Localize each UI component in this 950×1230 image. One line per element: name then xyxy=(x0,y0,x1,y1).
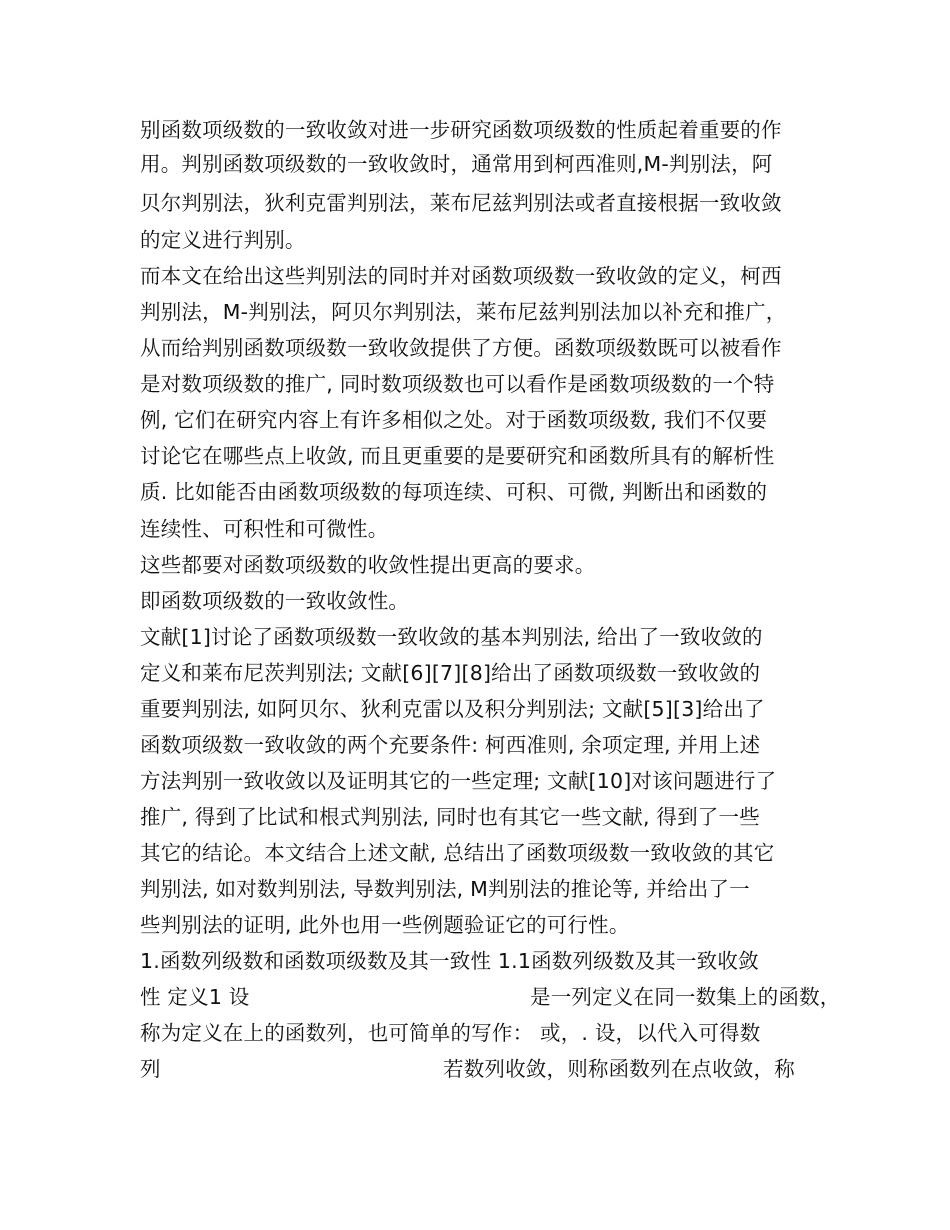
text-line-with-gap xyxy=(140,1052,820,1086)
text-line: 讨论它在哪些点上收敛, 而且更重要的是要研究和函数所具有的解析性 xyxy=(140,444,775,468)
text-segment-right: 是一列定义在同一数集上的函数， xyxy=(530,985,841,1009)
text-line: 例, 它们在研究内容上有许多相似之处。对于函数项级数, 我们不仅要 xyxy=(140,408,768,432)
text-line: 定义和莱布尼茨判别法; 文献[6][7][8]给出了函数项级数一致收敛的 xyxy=(140,661,761,685)
text-line-with-gap xyxy=(140,980,841,1014)
text-line: 用。判别函数项级数的一致收敛时，通常用到柯西准则,M-判别法，阿 xyxy=(140,152,773,176)
section-heading-line: 1.函数列级数和函数项级数及其一致性 1.1函数列级数及其一致收敛 xyxy=(140,949,759,973)
text-segment-left: 称为定义在上的函数列，也可简单的写作： 或，. 设，以代入可得数 xyxy=(140,1021,761,1045)
text-line: 质. 比如能否由函数项级数的每项连续、可积、可微, 判断出和函数的 xyxy=(140,480,768,504)
text-line: 是对数项级数的推广, 同时数项级数也可以看作是函数项级数的一个特 xyxy=(140,372,775,396)
text-line: 贝尔判别法，狄利克雷判别法，莱布尼兹判别法或者直接根据一致收敛 xyxy=(140,191,782,215)
text-line: 而本文在给出这些判别法的同时并对函数项级数一致收敛的定义，柯西 xyxy=(140,264,782,288)
text-line: 文献[1]讨论了函数项级数一致收敛的基本判别法, 给出了一致收敛的 xyxy=(140,625,763,649)
text-line: 些判别法的证明, 此外也用一些例题验证它的可行性。 xyxy=(140,913,630,937)
text-line: 这些都要对函数项级数的收敛性提出更高的要求。 xyxy=(140,553,596,577)
text-line: 判别法, 如对数判别法, 导数判别法, M判别法的推论等, 并给出了一 xyxy=(140,877,750,901)
text-segment-left: 列 xyxy=(140,1057,161,1081)
text-line: 即函数项级数的一致收敛性。 xyxy=(140,589,410,613)
text-segment-right: 若数列收敛，则称函数列在点收敛，称 xyxy=(443,1057,795,1081)
text-line: 判别法，M-判别法，阿贝尔判别法，莱布尼兹判别法加以补充和推广， xyxy=(140,300,787,324)
text-line: 连续性、可积性和可微性。 xyxy=(140,517,389,541)
text-line: 方法判别一致收敛以及证明其它的一些定理; 文献[10]对该问题进行了 xyxy=(140,769,777,793)
text-line: 函数项级数一致收敛的两个充要条件: 柯西准则, 余项定理, 并用上述 xyxy=(140,733,761,757)
text-line: 别函数项级数的一致收敛对进一步研究函数项级数的性质起着重要的作 xyxy=(140,118,782,142)
text-line: 重要判别法, 如阿贝尔、狄利克雷以及积分判别法; 文献[5][3]给出了 xyxy=(140,697,765,721)
text-line xyxy=(140,1016,820,1050)
text-line: 推广, 得到了比试和根式判别法, 同时也有其它一些文献, 得到了一些 xyxy=(140,805,760,829)
text-line: 的定义进行判别。 xyxy=(140,228,306,252)
text-line: 其它的结论。本文结合上述文献, 总结出了函数项级数一致收敛的其它 xyxy=(140,841,775,865)
text-line: 从而给判别函数项级数一致收敛提供了方便。函数项级数既可以被看作 xyxy=(140,336,782,360)
text-segment-left: 性 定义1 设 xyxy=(140,985,250,1009)
